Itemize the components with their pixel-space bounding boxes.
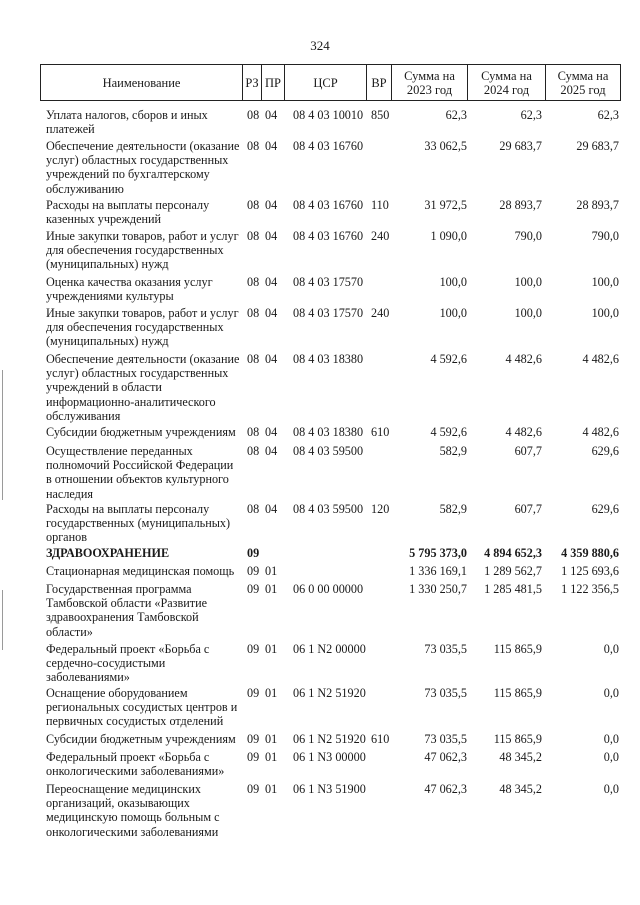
row-csr: 08 4 03 17570 bbox=[293, 306, 364, 320]
row-sum-2025: 4 359 880,6 bbox=[561, 546, 619, 560]
row-sum-2023: 62,3 bbox=[445, 108, 467, 122]
row-sum-2025: 0,0 bbox=[603, 732, 619, 746]
row-rz: 08 bbox=[247, 502, 260, 516]
row-name: Расходы на выплаты персоналу казенных учреждений bbox=[46, 198, 210, 227]
row-name: Уплата налогов, сборов и иных платежей bbox=[46, 108, 208, 137]
row-pr: 04 bbox=[265, 198, 278, 212]
row-sum-2025: 1 125 693,6 bbox=[561, 564, 619, 578]
row-sum-2023: 4 592,6 bbox=[430, 352, 467, 366]
row-pr: 04 bbox=[265, 108, 278, 122]
row-rz: 09 bbox=[247, 642, 260, 656]
row-sum-2024: 607,7 bbox=[514, 444, 542, 458]
row-pr: 04 bbox=[265, 352, 278, 366]
row-sum-2024: 607,7 bbox=[514, 502, 542, 516]
row-sum-2024: 115 865,9 bbox=[493, 642, 542, 656]
row-sum-2024: 100,0 bbox=[514, 306, 542, 320]
header-csr: ЦСР bbox=[284, 65, 366, 100]
row-csr: 08 4 03 18380 bbox=[293, 352, 364, 366]
row-sum-2023: 73 035,5 bbox=[424, 642, 467, 656]
row-csr: 06 1 N2 51920 bbox=[293, 686, 366, 700]
row-vr: 240 bbox=[371, 306, 390, 320]
row-pr: 04 bbox=[265, 444, 278, 458]
row-sum-2025: 100,0 bbox=[591, 275, 619, 289]
header-name: Наименование bbox=[102, 75, 181, 90]
row-csr: 06 1 N3 51900 bbox=[293, 782, 366, 796]
row-name: Стационарная медицинская помощь bbox=[46, 564, 235, 578]
row-sum-2024: 48 345,2 bbox=[499, 750, 542, 764]
row-pr: 04 bbox=[265, 229, 278, 243]
header-sum-2023: Сумма на 2023 год bbox=[391, 65, 467, 100]
row-sum-2023: 1 336 169,1 bbox=[409, 564, 467, 578]
row-csr: 08 4 03 16760 bbox=[293, 229, 364, 243]
row-csr: 06 1 N2 51920 bbox=[293, 732, 366, 746]
row-csr: 08 4 03 18380 bbox=[293, 425, 364, 439]
row-name: Государственная программа Тамбовской области «Развитие здравоохранения Тамбовской области» bbox=[46, 582, 208, 639]
row-rz: 08 bbox=[247, 229, 260, 243]
table-header bbox=[40, 64, 621, 101]
row-sum-2025: 0,0 bbox=[603, 642, 619, 656]
row-sum-2024: 1 285 481,5 bbox=[484, 582, 542, 596]
row-rz: 09 bbox=[247, 782, 260, 796]
row-sum-2025: 100,0 bbox=[591, 306, 619, 320]
row-pr: 04 bbox=[265, 502, 278, 516]
row-sum-2023: 33 062,5 bbox=[424, 139, 467, 153]
row-sum-2023: 100,0 bbox=[439, 306, 467, 320]
row-sum-2025: 0,0 bbox=[603, 782, 619, 796]
row-vr: 610 bbox=[371, 425, 390, 439]
row-sum-2025: 4 482,6 bbox=[582, 352, 619, 366]
row-sum-2025: 1 122 356,5 bbox=[561, 582, 619, 596]
row-pr: 04 bbox=[265, 275, 278, 289]
row-sum-2023: 582,9 bbox=[439, 502, 467, 516]
row-vr: 610 bbox=[371, 732, 390, 746]
row-name: Осуществление переданных полномочий Российской Федерации в отношении объектов культурного наследия bbox=[46, 444, 234, 501]
row-name: Оценка качества оказания услуг учреждениями культуры bbox=[46, 275, 213, 304]
row-csr: 06 1 N3 00000 bbox=[293, 750, 366, 764]
row-rz: 08 bbox=[247, 444, 260, 458]
row-csr: 08 4 03 16760 bbox=[293, 198, 364, 212]
row-name: Расходы на выплаты персоналу государственных (муниципальных) органов bbox=[46, 502, 231, 545]
row-name: Обеспечение деятельности (оказание услуг) областных государственных учреждений по бухгалтерскому обслуживанию bbox=[46, 139, 240, 196]
row-sum-2024: 29 683,7 bbox=[499, 139, 542, 153]
row-name: Субсидии бюджетным учреждениям bbox=[46, 425, 236, 439]
page-number: 324 bbox=[310, 38, 330, 53]
row-sum-2025: 62,3 bbox=[597, 108, 619, 122]
row-rz: 08 bbox=[247, 139, 260, 153]
row-pr: 01 bbox=[265, 564, 278, 578]
row-vr: 850 bbox=[371, 108, 390, 122]
row-sum-2024: 28 893,7 bbox=[499, 198, 542, 212]
row-sum-2025: 629,6 bbox=[591, 502, 619, 516]
row-sum-2025: 629,6 bbox=[591, 444, 619, 458]
row-name: Обеспечение деятельности (оказание услуг) областных государственных учреждений в области информационно-аналитического обслуживания bbox=[46, 352, 240, 423]
row-rz: 09 bbox=[247, 546, 260, 560]
row-sum-2023: 100,0 bbox=[439, 275, 467, 289]
header-sum-2024: Сумма на 2024 год bbox=[467, 65, 545, 100]
row-rz: 09 bbox=[247, 686, 260, 700]
row-sum-2024: 115 865,9 bbox=[493, 732, 542, 746]
header-sum-2025: Сумма на 2025 год bbox=[545, 65, 620, 100]
row-sum-2023: 1 090,0 bbox=[430, 229, 467, 243]
row-vr: 110 bbox=[371, 198, 389, 212]
row-sum-2025: 4 482,6 bbox=[582, 425, 619, 439]
header-pr: ПР bbox=[261, 65, 284, 100]
row-pr: 01 bbox=[265, 582, 278, 596]
row-sum-2025: 790,0 bbox=[591, 229, 619, 243]
row-pr: 01 bbox=[265, 642, 278, 656]
row-rz: 08 bbox=[247, 275, 260, 289]
row-vr: 120 bbox=[371, 502, 390, 516]
row-csr: 08 4 03 17570 bbox=[293, 275, 364, 289]
row-pr: 04 bbox=[265, 139, 278, 153]
row-rz: 08 bbox=[247, 108, 260, 122]
row-rz: 08 bbox=[247, 352, 260, 366]
header-rz: РЗ bbox=[242, 65, 261, 100]
row-sum-2023: 73 035,5 bbox=[424, 686, 467, 700]
row-pr: 01 bbox=[265, 750, 278, 764]
row-csr: 08 4 03 59500 bbox=[293, 502, 364, 516]
row-vr: 240 bbox=[371, 229, 390, 243]
row-sum-2024: 4 482,6 bbox=[505, 425, 542, 439]
row-sum-2023: 582,9 bbox=[439, 444, 467, 458]
row-sum-2023: 47 062,3 bbox=[424, 750, 467, 764]
row-sum-2025: 0,0 bbox=[603, 750, 619, 764]
margin-mark bbox=[2, 590, 3, 650]
row-csr: 08 4 03 59500 bbox=[293, 444, 364, 458]
row-sum-2023: 4 592,6 bbox=[430, 425, 467, 439]
row-pr: 04 bbox=[265, 425, 278, 439]
row-sum-2023: 5 795 373,0 bbox=[409, 546, 467, 560]
row-rz: 09 bbox=[247, 582, 260, 596]
row-sum-2023: 73 035,5 bbox=[424, 732, 467, 746]
row-name: Субсидии бюджетным учреждениям bbox=[46, 732, 236, 746]
margin-mark bbox=[2, 370, 3, 500]
row-sum-2023: 47 062,3 bbox=[424, 782, 467, 796]
row-sum-2025: 29 683,7 bbox=[576, 139, 619, 153]
row-sum-2024: 62,3 bbox=[520, 108, 542, 122]
row-name: Иные закупки товаров, работ и услуг для обеспечения государственных (муниципальных) нужд bbox=[46, 306, 239, 349]
row-pr: 01 bbox=[265, 686, 278, 700]
row-name: Федеральный проект «Борьба с сердечно-сосудистыми заболеваниями» bbox=[46, 642, 210, 685]
row-name: Федеральный проект «Борьба с онкологическими заболеваниями» bbox=[46, 750, 225, 779]
row-pr: 01 bbox=[265, 732, 278, 746]
row-rz: 09 bbox=[247, 564, 260, 578]
row-sum-2024: 100,0 bbox=[514, 275, 542, 289]
row-sum-2024: 790,0 bbox=[514, 229, 542, 243]
row-sum-2025: 28 893,7 bbox=[576, 198, 619, 212]
row-sum-2024: 115 865,9 bbox=[493, 686, 542, 700]
row-name: ЗДРАВООХРАНЕНИЕ bbox=[46, 546, 170, 560]
row-name: Иные закупки товаров, работ и услуг для обеспечения государственных (муниципальных) нужд bbox=[46, 229, 239, 272]
row-name: Переоснащение медицинских организаций, оказывающих медицинскую помощь больным с онкологическими заболеваниями bbox=[46, 782, 220, 839]
row-rz: 08 bbox=[247, 425, 260, 439]
row-name: Оснащение оборудованием региональных сосудистых центров и первичных сосудистых отделений bbox=[46, 686, 238, 729]
row-sum-2023: 31 972,5 bbox=[424, 198, 467, 212]
header-vr: ВР bbox=[366, 65, 391, 100]
row-csr: 08 4 03 16760 bbox=[293, 139, 364, 153]
row-sum-2024: 4 482,6 bbox=[505, 352, 542, 366]
row-csr: 06 0 00 00000 bbox=[293, 582, 364, 596]
row-sum-2023: 1 330 250,7 bbox=[409, 582, 467, 596]
row-sum-2025: 0,0 bbox=[603, 686, 619, 700]
row-csr: 08 4 03 10010 bbox=[293, 108, 364, 122]
row-sum-2024: 48 345,2 bbox=[499, 782, 542, 796]
row-pr: 04 bbox=[265, 306, 278, 320]
row-pr: 01 bbox=[265, 782, 278, 796]
row-sum-2024: 4 894 652,3 bbox=[484, 546, 542, 560]
row-rz: 08 bbox=[247, 198, 260, 212]
row-csr: 06 1 N2 00000 bbox=[293, 642, 366, 656]
row-rz: 08 bbox=[247, 306, 260, 320]
row-rz: 09 bbox=[247, 732, 260, 746]
row-rz: 09 bbox=[247, 750, 260, 764]
row-sum-2024: 1 289 562,7 bbox=[484, 564, 542, 578]
